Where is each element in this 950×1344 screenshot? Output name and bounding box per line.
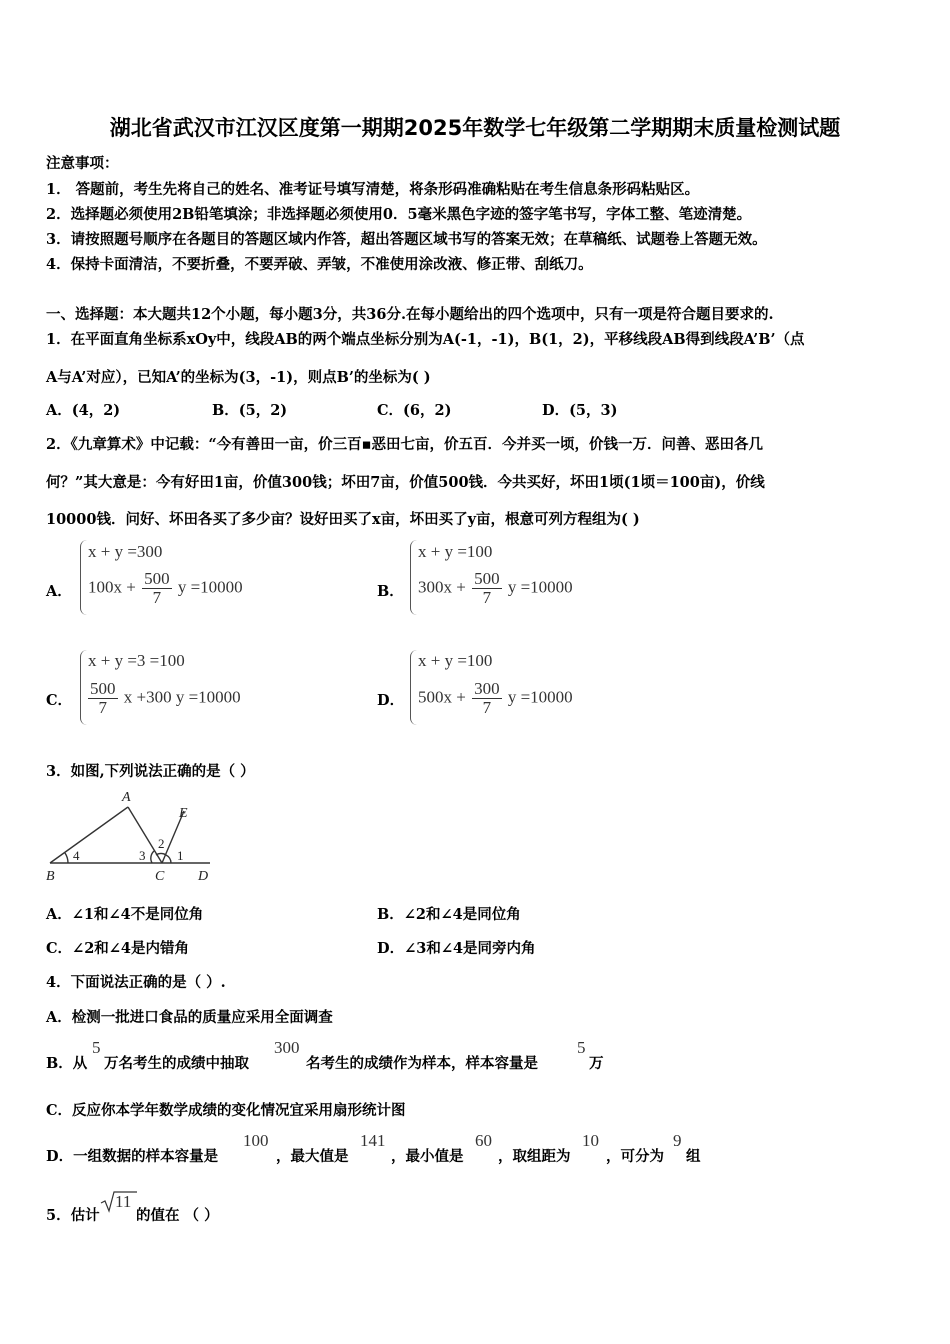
q2-stem: 10000钱．问好、坏田各买了多少亩？设好田买了x亩，坏田买了y亩，根意可列方程组为( ) xyxy=(46,511,640,528)
q3-option-a: A．∠1和∠4不是同位角 xyxy=(46,906,204,923)
angle-arc xyxy=(166,855,171,863)
number: 141 xyxy=(360,1131,386,1150)
notice-item: 2．选择题必须使用2B铅笔填涂；非选择题必须使用0．5毫米黑色字迹的签字笔书写，字体工整、笔迹清楚。 xyxy=(46,206,752,223)
fraction-numerator: 500 xyxy=(90,679,116,698)
equation-part: y =10000 xyxy=(507,577,573,597)
fraction-numerator: 500 xyxy=(144,569,170,588)
equation: x + y =3 =100 xyxy=(88,651,185,670)
fraction-numerator: 300 xyxy=(474,679,500,698)
q4-option-d-text: ，可分为 xyxy=(606,1148,664,1165)
fraction-denominator: 7 xyxy=(152,588,162,607)
q1-option-c: C．(6，2) xyxy=(377,402,452,419)
q2-stem: 2．《九章算术》中记载：“今有善田一亩，价三百▪恶田七亩，价五百．今并买一顷，价钱一万．问善、恶田各几 xyxy=(46,436,764,453)
equation: x + y =300 xyxy=(88,542,163,561)
fraction-numerator: 500 xyxy=(474,569,500,588)
fraction-denominator: 7 xyxy=(98,698,107,717)
q4-option-a: A．检测一批进口食品的质量应采用全面调查 xyxy=(46,1009,333,1026)
q3-stem: 3．如图,下列说法正确的是（ ） xyxy=(46,763,255,780)
brace xyxy=(410,650,417,725)
number: 5 xyxy=(92,1038,101,1057)
angle-label-3: 3 xyxy=(139,848,146,863)
label-a: A xyxy=(122,790,131,805)
angle-arc xyxy=(151,851,154,863)
fraction-denominator: 7 xyxy=(482,588,492,607)
notice-item: 4．保持卡面清洁，不要折叠，不要弄破、弄皱，不准使用涂改液、修正带、刮纸刀。 xyxy=(46,256,593,273)
fraction-denominator: 7 xyxy=(482,698,492,717)
geometry-figure xyxy=(40,785,220,885)
equation-part: y =10000 xyxy=(507,687,573,707)
equation-part: x +300 y =10000 xyxy=(123,687,241,707)
q1-stem: A与A’对应），已知A’的坐标为(3，-1)，则点B’的坐标为( ) xyxy=(46,369,431,386)
q4-option-d-text: ，取组距为 xyxy=(498,1148,571,1165)
q4-option-d-text: ，最小值是 xyxy=(391,1148,464,1165)
angle-label-4: 4 xyxy=(73,848,80,863)
q4-option-d-text: D．一组数据的样本容量是 xyxy=(46,1148,219,1165)
label-d: D xyxy=(198,869,209,884)
notice-item: 3．请按照题号顺序在各题目的答题区域内作答，超出答题区域书写的答案无效；在草稿纸、试题卷上答题无效。 xyxy=(46,231,767,248)
number: 60 xyxy=(475,1131,492,1150)
q2-option-c-label: C． xyxy=(46,692,73,709)
q2-option-d-label: D． xyxy=(377,692,405,709)
number: 10 xyxy=(582,1131,599,1150)
q5-stem: 5．估计 xyxy=(46,1207,100,1224)
number: 100 xyxy=(243,1131,269,1150)
equation-part: 300x + xyxy=(418,577,466,597)
label-c: C xyxy=(155,869,165,884)
q1-stem: 1．在平面直角坐标系xOy中，线段AB的两个端点坐标分别为A(-1，-1)，B(1，2)，平移线段AB得到线段A’B’（点 xyxy=(46,331,805,348)
q2-option-b-label: B． xyxy=(377,583,404,600)
radicand: 11 xyxy=(115,1192,132,1211)
equation-part: 500x + xyxy=(418,687,466,707)
q3-option-c: C．∠2和∠4是内错角 xyxy=(46,940,190,957)
brace xyxy=(80,540,87,615)
section-heading: 一、选择题：本大题共12个小题，每小题3分，共36分.在每小题给出的四个选项中，只有一项是符合题目要求的. xyxy=(46,306,774,323)
q4-option-c: C．反应你本学年数学成绩的变化情况宜采用扇形统计图 xyxy=(46,1102,406,1119)
notice-heading: 注意事项： xyxy=(46,155,119,172)
q4-option-b-text: B．从 xyxy=(46,1055,88,1072)
q4-stem: 4．下面说法正确的是（ ）. xyxy=(46,974,226,991)
notice-item: 1． 答题前，考生先将自己的姓名、准考证号填写清楚，将条形码准确粘贴在考生信息条形码粘贴区。 xyxy=(46,181,700,198)
angle-arc xyxy=(156,853,166,855)
page-title: 湖北省武汉市江汉区度第一期期2025年数学七年级第二学期期末质量检测试题 xyxy=(109,116,841,140)
equation: x + y =100 xyxy=(418,651,493,670)
q4-option-b-text: 名考生的成绩作为样本，样本容量是 xyxy=(306,1055,538,1072)
angle-label-1: 1 xyxy=(177,848,184,863)
angle-label-2: 2 xyxy=(158,836,165,851)
equation-part: 100x + xyxy=(88,577,136,597)
equation: x + y =100 xyxy=(418,542,493,561)
q4-option-b-text: 万名考生的成绩中抽取 xyxy=(104,1055,249,1072)
number: 5 xyxy=(577,1038,586,1057)
q3-option-b: B．∠2和∠4是同位角 xyxy=(377,906,521,923)
q4-option-b-text: 万 xyxy=(589,1055,604,1072)
q3-option-d: D．∠3和∠4是同旁内角 xyxy=(377,940,536,957)
line-ba xyxy=(50,807,128,863)
label-b: B xyxy=(46,869,55,884)
q4-option-d-text: ，最大值是 xyxy=(276,1148,349,1165)
q2-stem: 何？”其大意是：今有好田1亩，价值300钱；坏田7亩，价值500钱．今共买好，坏田1顷(1顷＝100亩)，价线 xyxy=(46,474,765,491)
q1-option-b: B．(5，2) xyxy=(212,402,288,419)
label-e: E xyxy=(179,806,188,821)
equation-part: y =10000 xyxy=(177,577,243,597)
q1-option-a: A．(4，2) xyxy=(46,402,121,419)
q5-stem: 的值在 （ ） xyxy=(136,1207,219,1224)
q2-option-a-label: A． xyxy=(46,583,72,600)
q4-option-d-text: 组 xyxy=(686,1148,701,1165)
angle-arc xyxy=(65,853,68,863)
number: 300 xyxy=(274,1038,300,1057)
q1-option-d: D．(5，3) xyxy=(542,402,618,419)
brace xyxy=(410,540,417,615)
number: 9 xyxy=(673,1131,682,1150)
